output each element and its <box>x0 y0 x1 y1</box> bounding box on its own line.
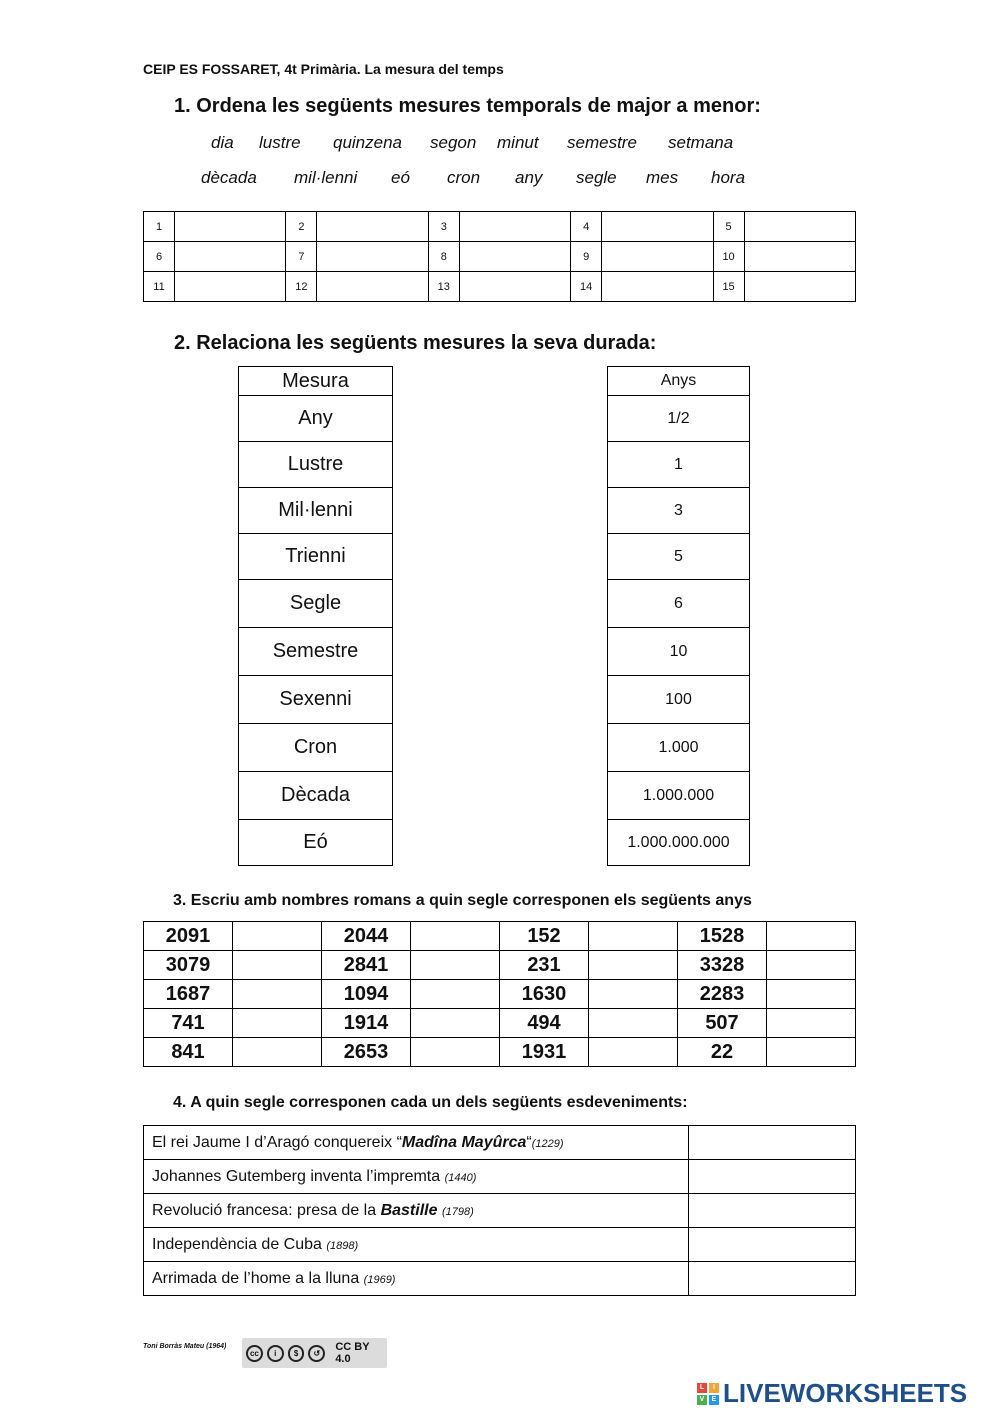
table-row <box>608 820 750 866</box>
slot-number: 11 <box>144 272 175 302</box>
table-row <box>239 534 393 580</box>
event-label: Johannes Gutemberg inventa l’impremta <box>152 1167 445 1185</box>
column-header: Anys <box>608 367 750 396</box>
durations-table <box>607 366 750 866</box>
brand-name: LIVEWORKSHEETS <box>723 1378 968 1408</box>
table-row <box>239 772 393 820</box>
table-row <box>239 442 393 488</box>
word: dècada <box>201 168 257 187</box>
slot-number: 10 <box>713 242 744 272</box>
duration-item[interactable]: 6 <box>608 580 750 628</box>
measure-item[interactable]: Dècada <box>239 772 393 820</box>
measure-item[interactable]: Cron <box>239 724 393 772</box>
answer-cell[interactable] <box>175 212 286 242</box>
answer-cell[interactable] <box>767 922 856 951</box>
table-row <box>144 951 856 980</box>
answer-cell[interactable] <box>744 242 855 272</box>
table-row <box>239 488 393 534</box>
year-cell: 1931 <box>500 1038 589 1067</box>
word-bank-row-1 <box>0 133 1000 153</box>
answer-cell[interactable] <box>411 980 500 1009</box>
table-row <box>144 1009 856 1038</box>
table-row <box>239 724 393 772</box>
measure-item[interactable]: Semestre <box>239 628 393 676</box>
answer-cell[interactable] <box>767 1038 856 1067</box>
table-row <box>608 628 750 676</box>
table-row <box>144 212 856 242</box>
year-cell: 1528 <box>678 922 767 951</box>
answer-cell[interactable] <box>411 1038 500 1067</box>
measure-item[interactable]: Any <box>239 396 393 442</box>
event-year: (1440) <box>444 1171 477 1184</box>
answer-cell[interactable] <box>317 212 428 242</box>
table-row <box>608 772 750 820</box>
year-cell: 231 <box>500 951 589 980</box>
year-cell: 494 <box>500 1009 589 1038</box>
event-label: Independència de Cuba <box>152 1235 327 1253</box>
logo-square: I <box>709 1383 719 1393</box>
document-header: CEIP ES FOSSARET, 4t Primària. La mesura del temps <box>143 61 504 77</box>
answer-cell[interactable] <box>589 1009 678 1038</box>
table-row <box>608 724 750 772</box>
answer-cell[interactable] <box>589 1038 678 1067</box>
year-cell: 1687 <box>144 980 233 1009</box>
event-text <box>144 1194 689 1228</box>
year-cell: 3079 <box>144 951 233 980</box>
table-row <box>144 242 856 272</box>
duration-item[interactable]: 1 <box>608 442 750 488</box>
answer-cell[interactable] <box>744 212 855 242</box>
author-credit: Toni Borràs Mateu (1964) <box>143 1343 227 1350</box>
word-bank-row-2 <box>0 168 1000 188</box>
slot-number: 8 <box>428 242 459 272</box>
table-header-row <box>239 367 393 396</box>
year-cell: 2091 <box>144 922 233 951</box>
answer-cell[interactable] <box>589 922 678 951</box>
license-badge <box>242 1338 387 1368</box>
answer-cell[interactable] <box>459 212 570 242</box>
slot-number: 12 <box>286 272 317 302</box>
measures-table <box>238 366 393 866</box>
table-row <box>144 1228 856 1262</box>
word: eó <box>391 168 410 187</box>
slot-number: 4 <box>571 212 602 242</box>
liveworksheets-logo <box>697 1378 967 1409</box>
table-header-row <box>608 367 750 396</box>
answer-cell[interactable] <box>589 980 678 1009</box>
word: hora <box>711 168 746 187</box>
answer-cell[interactable] <box>689 1194 856 1228</box>
word: segon <box>430 133 477 152</box>
word: quinzena <box>333 133 403 152</box>
sharealike-icon: ↺ <box>308 1345 325 1362</box>
year-cell: 2044 <box>322 922 411 951</box>
year-cell: 741 <box>144 1009 233 1038</box>
attribution-icon: i <box>267 1345 284 1362</box>
event-label-end: “ <box>526 1133 532 1151</box>
question-2-title: 2. Relaciona les següents mesures la seva durada: <box>174 332 657 354</box>
answer-cell[interactable] <box>689 1126 856 1160</box>
table-row <box>608 396 750 442</box>
event-label: El rei Jaume I d’Aragó conquereix “ <box>152 1133 402 1151</box>
event-text <box>144 1228 689 1262</box>
table-row <box>608 580 750 628</box>
year-cell: 3328 <box>678 951 767 980</box>
word: minut <box>497 133 539 152</box>
event-year: (1229) <box>531 1137 564 1150</box>
year-cell: 841 <box>144 1038 233 1067</box>
logo-square: V <box>697 1395 707 1405</box>
answer-cell[interactable] <box>411 922 500 951</box>
slot-number: 14 <box>571 272 602 302</box>
word: mil·lenni <box>294 168 358 187</box>
year-cell: 1914 <box>322 1009 411 1038</box>
table-row <box>239 676 393 724</box>
answer-cell[interactable] <box>767 980 856 1009</box>
answer-cell[interactable] <box>602 212 713 242</box>
year-cell: 507 <box>678 1009 767 1038</box>
measure-item[interactable]: Segle <box>239 580 393 628</box>
answer-cell[interactable] <box>233 1009 322 1038</box>
table-row <box>144 1126 856 1160</box>
duration-item[interactable]: 1.000 <box>608 724 750 772</box>
word: segle <box>576 168 617 187</box>
word: any <box>515 168 543 187</box>
answer-cell[interactable] <box>411 1009 500 1038</box>
table-row <box>144 922 856 951</box>
answer-cell[interactable] <box>317 272 428 302</box>
table-row <box>239 628 393 676</box>
table-row <box>239 820 393 866</box>
year-cell: 2841 <box>322 951 411 980</box>
question-1-title: 1. Ordena les següents mesures temporals de major a menor: <box>174 95 761 117</box>
slot-number: 5 <box>713 212 744 242</box>
year-cell: 152 <box>500 922 589 951</box>
logo-square: E <box>709 1395 719 1405</box>
answer-cell[interactable] <box>175 242 286 272</box>
duration-item[interactable]: 1.000.000.000 <box>608 820 750 866</box>
answer-cell[interactable] <box>689 1262 856 1296</box>
word: setmana <box>668 133 734 152</box>
answer-cell[interactable] <box>175 272 286 302</box>
year-cell: 2653 <box>322 1038 411 1067</box>
year-cell: 1094 <box>322 980 411 1009</box>
table-row <box>608 534 750 580</box>
duration-item[interactable]: 10 <box>608 628 750 676</box>
year-cell: 2283 <box>678 980 767 1009</box>
slot-number: 6 <box>144 242 175 272</box>
event-label: Arrimada de l’home a la lluna <box>152 1269 364 1287</box>
answer-cell[interactable] <box>233 922 322 951</box>
ordering-table <box>143 211 856 302</box>
duration-item[interactable]: 5 <box>608 534 750 580</box>
table-row <box>239 580 393 628</box>
question-4-title: 4. A quin segle corresponen cada un dels següents esdeveniments: <box>173 1094 688 1111</box>
slot-number: 13 <box>428 272 459 302</box>
license-label: CC BY 4.0 <box>335 1341 370 1365</box>
duration-item[interactable]: 100 <box>608 676 750 724</box>
slot-number: 1 <box>144 212 175 242</box>
table-row <box>144 1160 856 1194</box>
year-cell: 1630 <box>500 980 589 1009</box>
answer-cell[interactable] <box>317 242 428 272</box>
event-emphasis: Madîna Mayûrca <box>401 1133 527 1151</box>
slot-number: 2 <box>286 212 317 242</box>
measure-item[interactable]: Mil·lenni <box>239 488 393 534</box>
slot-number: 7 <box>286 242 317 272</box>
answer-cell[interactable] <box>233 1038 322 1067</box>
noncommercial-icon: $ <box>288 1345 305 1362</box>
measure-item[interactable]: Eó <box>239 820 393 866</box>
event-text <box>144 1262 689 1296</box>
answer-cell[interactable] <box>233 980 322 1009</box>
question-3-title: 3. Escriu amb nombres romans a quin segle corresponen els següents anys <box>173 892 752 909</box>
table-row <box>144 1038 856 1067</box>
event-emphasis: Bastille <box>380 1201 438 1219</box>
table-row <box>608 676 750 724</box>
table-row <box>144 1262 856 1296</box>
answer-cell[interactable] <box>602 272 713 302</box>
event-year: (1798) <box>441 1205 474 1218</box>
event-year: (1969) <box>363 1273 396 1286</box>
table-row <box>608 442 750 488</box>
word: semestre <box>567 133 637 152</box>
event-text <box>144 1160 689 1194</box>
table-row <box>144 1194 856 1228</box>
logo-squares-icon <box>697 1383 719 1405</box>
measure-item[interactable]: Sexenni <box>239 676 393 724</box>
event-label: Revolució francesa: presa de la <box>152 1201 381 1219</box>
word: cron <box>447 168 481 187</box>
cc-icon: cc <box>246 1345 263 1362</box>
events-table <box>143 1125 856 1296</box>
answer-cell[interactable] <box>233 951 322 980</box>
year-cell: 22 <box>678 1038 767 1067</box>
duration-item[interactable]: 1.000.000 <box>608 772 750 820</box>
answer-cell[interactable] <box>744 272 855 302</box>
table-row <box>144 980 856 1009</box>
table-row <box>239 396 393 442</box>
duration-item[interactable]: 1/2 <box>608 396 750 442</box>
word: lustre <box>259 133 301 152</box>
duration-item[interactable]: 3 <box>608 488 750 534</box>
slot-number: 9 <box>571 242 602 272</box>
years-table <box>143 921 856 1067</box>
word: mes <box>646 168 679 187</box>
answer-cell[interactable] <box>767 951 856 980</box>
answer-cell[interactable] <box>459 242 570 272</box>
slot-number: 15 <box>713 272 744 302</box>
measure-item[interactable]: Lustre <box>239 442 393 488</box>
answer-cell[interactable] <box>411 951 500 980</box>
event-year: (1898) <box>326 1239 359 1252</box>
word: dia <box>211 133 234 152</box>
answer-cell[interactable] <box>767 1009 856 1038</box>
answer-cell[interactable] <box>689 1160 856 1194</box>
answer-cell[interactable] <box>602 242 713 272</box>
answer-cell[interactable] <box>459 272 570 302</box>
table-row <box>608 488 750 534</box>
event-text <box>144 1126 689 1160</box>
answer-cell[interactable] <box>589 951 678 980</box>
column-header: Mesura <box>239 367 393 396</box>
answer-cell[interactable] <box>689 1228 856 1262</box>
measure-item[interactable]: Trienni <box>239 534 393 580</box>
table-row <box>144 272 856 302</box>
slot-number: 3 <box>428 212 459 242</box>
logo-square: L <box>697 1383 707 1393</box>
